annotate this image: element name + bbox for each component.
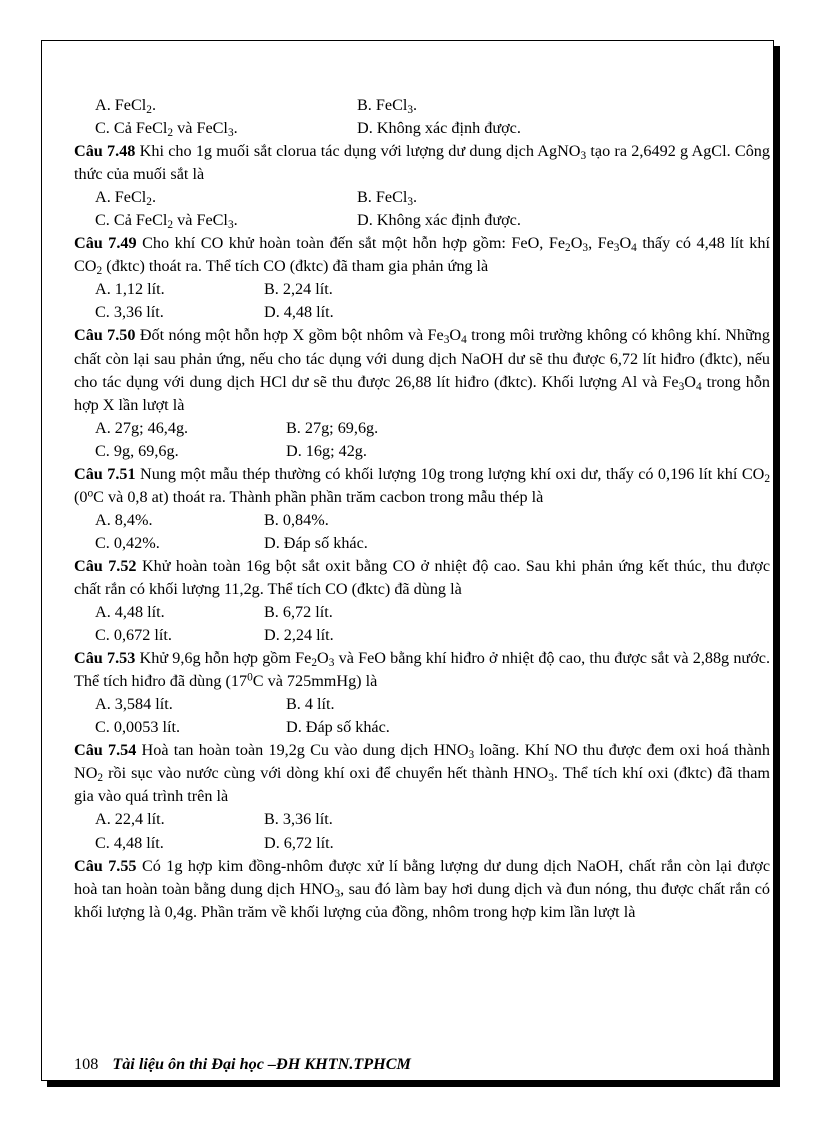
answer-option: A. 1,12 lít. xyxy=(95,280,165,299)
question-label: Câu 7.54 xyxy=(74,741,137,760)
option-row xyxy=(74,624,770,647)
answer-option: C. 0,672 lít. xyxy=(95,626,172,645)
options-block xyxy=(74,94,770,140)
question-text xyxy=(74,647,770,693)
option-row xyxy=(74,209,770,232)
answer-option: D. Không xác định được. xyxy=(357,211,521,230)
question-block xyxy=(74,855,770,924)
question-label: Câu 7.53 xyxy=(74,649,136,668)
answer-option: A. 8,4%. xyxy=(95,510,153,529)
answer-option: D. Đáp số khác. xyxy=(264,533,368,552)
question-label: Câu 7.51 xyxy=(74,464,136,483)
question-label: Câu 7.49 xyxy=(74,234,137,253)
answer-option: D. 2,24 lít. xyxy=(264,626,334,645)
answer-option: D. 6,72 lít. xyxy=(264,833,334,852)
frame-shadow-bottom xyxy=(47,1081,780,1087)
page-number: 108 xyxy=(74,1055,99,1073)
answer-option: C. 9g, 69,6g. xyxy=(95,441,179,460)
answer-option: B. 27g; 69,6g. xyxy=(286,418,379,437)
answer-option: A. 3,584 lít. xyxy=(95,695,173,714)
book-title: Tài liệu ôn thi Đại học –ĐH KHTN.TPHCM xyxy=(112,1055,411,1073)
answer-option: A. FeCl$_2$. xyxy=(95,188,156,209)
question-body: Cho khí CO khử hoàn toàn đến sắt một hỗn hợp gồm: FeO, $Fe_2O_3$, $Fe_3O_4$ thấy có 4,48 lít khí $CO_2$ (đktc) thoát ra. Thể tích CO (đktc) đã tham gia phản ứng là xyxy=(74,234,770,278)
question-text xyxy=(74,140,770,186)
question-body: Khi cho 1g muối sắt clorua tác dụng với lượng dư dung dịch AgNO$_3$ tạo ra 2,6492 g AgCl. Công thức của muối sắt là xyxy=(74,142,770,184)
option-row xyxy=(74,94,770,117)
option-row xyxy=(74,301,770,324)
answer-option: B. 0,84%. xyxy=(264,510,329,529)
question-body: Khử hoàn toàn 16g bột sắt oxit bằng CO ở nhiệt độ cao. Sau khi phản ứng kết thúc, thu được chất rắn có khối lượng 11,2g. Thể tích CO (đktc) đã dùng là xyxy=(74,556,771,598)
question-label: Câu 7.52 xyxy=(74,556,137,575)
answer-option: C. Cả FeCl$_2$ và FeCl$_3$. xyxy=(95,119,238,139)
question-block xyxy=(74,463,770,555)
page-content xyxy=(74,94,770,924)
option-row xyxy=(74,186,770,209)
question-text xyxy=(74,739,770,808)
question-block xyxy=(74,555,770,647)
answer-option: B. FeCl$_3$. xyxy=(357,188,418,209)
question-text xyxy=(74,555,770,601)
option-row xyxy=(74,117,770,140)
question-label: Câu 7.48 xyxy=(74,142,136,161)
question-block xyxy=(74,140,770,232)
question-body: Có 1g hợp kim đồng-nhôm được xử lí bằng lượng dư dung dịch NaOH, chất rắn còn lại được hoà tan hoàn toàn bằng dung dịch $HNO_3$, sau đó làm bay hơi dung dịch và đun nóng, thu được chất rắn có khối lượng là 0,4g. Phần trăm về khối lượng của đồng, nhôm trong hợp kim lần lượt là xyxy=(74,856,771,921)
option-row xyxy=(74,509,770,532)
answer-option: C. 3,36 lít. xyxy=(95,303,164,322)
answer-option: B. 6,72 lít. xyxy=(264,603,333,622)
answer-option: C. 0,0053 lít. xyxy=(95,718,180,737)
option-row xyxy=(74,601,770,624)
question-body: Khử 9,6g hỗn hợp gồm $Fe_2O_3$ và FeO bằng khí hiđro ở nhiệt độ cao, thu được sắt và 2,88g nước. Thể tích hiđro đã dùng ($17^0C$ và 725mmHg) là xyxy=(74,649,771,691)
question-text xyxy=(74,324,770,416)
answer-option: D. 16g; 42g. xyxy=(286,441,367,460)
option-row xyxy=(74,440,770,463)
option-row xyxy=(74,808,770,831)
answer-option: C. Cả FeCl$_2$ và FeCl$_3$. xyxy=(95,211,238,232)
answer-option: B. 3,36 lít. xyxy=(264,810,333,829)
answer-option: A. 27g; 46,4g. xyxy=(95,418,189,437)
option-row xyxy=(74,693,770,716)
question-body: Nung một mẫu thép thường có khối lượng 10g trong lượng khí oxi dư, thấy có 0,196 lít khí $CO_2$ (0$^o$C và 0,8 at) thoát ra. Thành phần phần trăm cacbon trong mẫu thép là xyxy=(74,464,770,506)
answer-option: B. FeCl$_3$. xyxy=(357,96,418,116)
answer-option: A. FeCl$_2$. xyxy=(95,96,156,116)
answer-option: A. 4,48 lít. xyxy=(95,603,165,622)
question-block xyxy=(74,324,770,462)
page-footer xyxy=(74,1055,411,1074)
option-row xyxy=(74,532,770,555)
answer-option: B. 4 lít. xyxy=(286,695,335,714)
answer-option: C. 0,42%. xyxy=(95,533,160,552)
question-block xyxy=(74,232,770,324)
question-text xyxy=(74,463,770,509)
question-body: Hoà tan hoàn toàn 19,2g Cu vào dung dịch $HNO_3$ loãng. Khí NO thu được đem oxi hoá thành $NO_2$ rồi sục vào nước cùng với dòng khí oxi để chuyển hết thành $HNO_3$. Thể tích khí oxi (đktc) đã tham gia vào quá trình trên là xyxy=(74,741,770,806)
answer-option: A. 22,4 lít. xyxy=(95,810,165,829)
question-list xyxy=(74,140,770,924)
question-block xyxy=(74,647,770,739)
question-label: Câu 7.50 xyxy=(74,326,136,345)
option-row xyxy=(74,278,770,301)
question-body: Đốt nóng một hỗn hợp X gồm bột nhôm và $Fe_3O_4$ trong môi trường không có không khí. Những chất còn lại sau phản ứng, nếu cho tác dụng với dung dịch NaOH dư sẽ thu được 6,72 lít hiđro (đktc), nếu cho tác dụng với dung dịch HCl dư sẽ thu được 26,88 lít hiđro (đktc). Khối lượng Al và $Fe_3O_4$ trong hỗn hợp X lần lượt là xyxy=(74,326,771,414)
question-text xyxy=(74,232,770,278)
question-block xyxy=(74,739,770,854)
option-row xyxy=(74,832,770,855)
frame-shadow-right xyxy=(774,46,780,1087)
question-text xyxy=(74,855,770,924)
answer-option: D. Không xác định được. xyxy=(357,119,521,138)
answer-option: C. 4,48 lít. xyxy=(95,833,164,852)
question-label: Câu 7.55 xyxy=(74,856,137,875)
answer-option: B. 2,24 lít. xyxy=(264,280,333,299)
option-row xyxy=(74,716,770,739)
answer-option: D. Đáp số khác. xyxy=(286,718,390,737)
option-row xyxy=(74,417,770,440)
answer-option: D. 4,48 lít. xyxy=(264,303,334,322)
